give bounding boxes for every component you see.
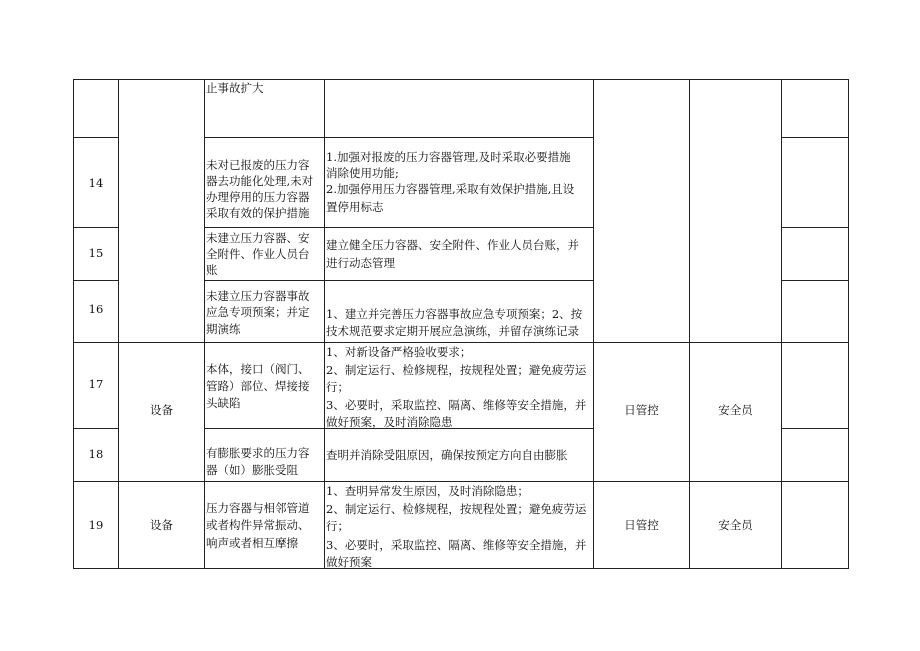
row-number: 19 (88, 518, 104, 532)
equipment-category: 设备 (150, 518, 173, 532)
row-number: 16 (88, 302, 104, 316)
responsible-person: 安全员 (718, 403, 753, 417)
row-number: 18 (88, 447, 104, 461)
risk-control-table: 止事故扩大 14 未对已报废的压力容 器去功能化处理,未对 办理停用的压力容器 采取有效的保护措施 1.加强对报废的压力容器管理,及时采取必要措施 消除使用功能; 2.加强停用压力容器管理,采取有效保护措施,且设 置停用标志 15 未建立压力容器、安 全附件、作业人员台 账 建立健全压力容器、安全附件、作业人员台账，并 进行动态管理 16 未建立压力容器事故 应急专项预案；并定 期演练 1、建立并完善压力容器事故应急专项预案；2、按 技术规范要求定期开展应急演练，并留存演练记录 17 本体，接口（阀门、 管路）部位、焊接接 头缺陷 1、对新设备严格验收要求； 2、制定运行、检修规程，按规程处置；避免疲劳运 行； 3、必要时，采取监控、隔离、维修等安全措施，并 做好预案，及时消除隐患 设备 日管控 安全员 18 有膨胀要求的压力容 器（如）膨胀受阻 查明并消除受阻原因，确保按预定方向自由膨胀 19 设备 压力容器与相邻管道 或者构件异常振动、 响声或者相互摩擦 1、查明异常发生原因，及时消除隐患； 2、制定运行、检修规程，按规程处置；避免疲劳运 行； 3、必要时，采取监控、隔离、维修等安全措施，并 做好预案 日管控 安全员 (0, 0, 920, 651)
row-number: 15 (88, 246, 104, 260)
responsible-person: 安全员 (718, 518, 753, 532)
row-number: 17 (88, 377, 104, 391)
control-level: 日管控 (624, 403, 659, 417)
row-number: 14 (88, 176, 104, 190)
hazard-cell: 止事故扩大 (206, 81, 264, 95)
equipment-category: 设备 (150, 403, 173, 417)
control-level: 日管控 (624, 518, 659, 532)
